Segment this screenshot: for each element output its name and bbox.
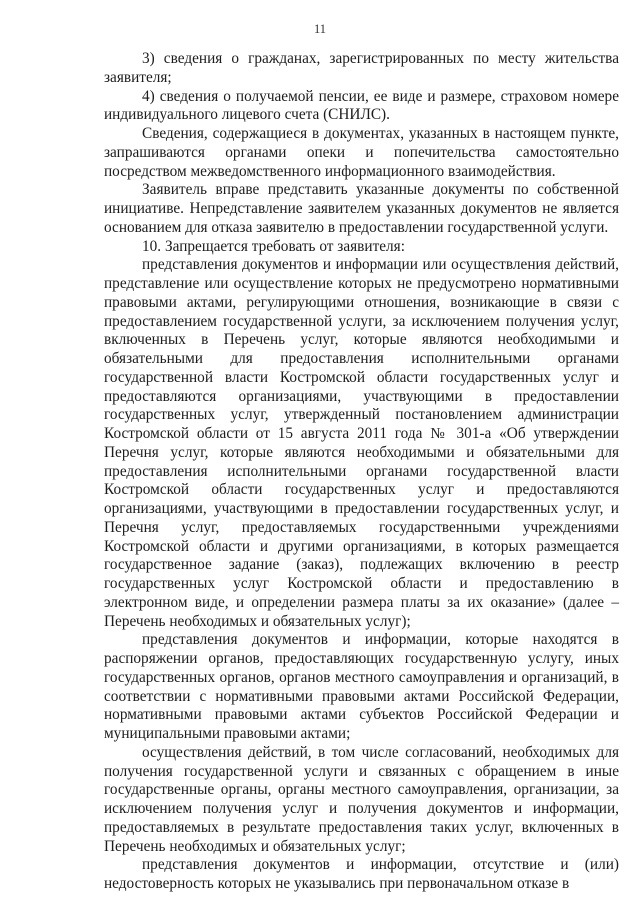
paragraph-prohibition-1: представления документов и информации или осуществления действий, представление или осуществление которых не предусмотрено нормативными правовыми актами, регулирующими отношения, возникающие в связи с предоставлением государственной услуги, за исключением получения услуг, включенных в Перечень услуг, которые являются необходимыми и обязательными для предоставления исполнительными органами государственной власти Костромской области государственных услуг и предоставляются организациями, участвующими в предоставлении государственных услуг, утвержденный постановлением администрации Костромской области от 15 августа 2011 года № 301-а «Об утверждении Перечня услуг, которые являются необходимыми и обязательными для предоставления исполнительными органами государственной власти Костромской области государственных услуг и предоставляются организациями, участвующими в предоставлении государственных услуг, и Перечня услуг, предоставляемых государственными учреждениями Костромской области и другими организациями, в которых размещается государственное задание (заказ), подлежащих включению в реестр государственных услуг Костромской области и предоставлению в электронном виде, и определении размера платы за их оказание» (далее – Перечень необходимых и обязательных услуг); — [104, 256, 619, 630]
paragraph-pension-info: 4) сведения о получаемой пенсии, ее виде и размере, страховом номере индивидуального лицевого счета (СНИЛС). — [104, 87, 619, 124]
paragraph-prohibition-4: представления документов и информации, отсутствие и (или) недостоверность которых не указывались при первоначальном отказе в — [104, 856, 619, 892]
document-body — [104, 50, 619, 894]
paragraph-interagency-request: Сведения, содержащиеся в документах, указанных в настоящем пункте, запрашиваются органами опеки и попечительства самостоятельно посредством межведомственного информационного взаимодействия. — [104, 125, 619, 180]
paragraph-citizens-info: 3) сведения о гражданах, зарегистрированных по месту жительства заявителя; — [104, 50, 619, 86]
paragraph-applicant-initiative: Заявитель вправе представить указанные документы по собственной инициативе. Непредставление заявителем указанных документов не является основанием для отказа заявителю в предоставлении государственной услуги. — [104, 181, 619, 236]
paragraph-prohibition-3: осуществления действий, в том числе согласований, необходимых для получения государственной услуги и связанных с обращением в иные государственные органы, органы местного самоуправления, организации, за исключением получения услуг и получения документов и информации, предоставляемых в результате предоставления таких услуг, включенных в Перечень необходимых и обязательных услуг; — [104, 743, 619, 855]
paragraph-prohibition-2: представления документов и информации, которые находятся в распоряжении органов, предоставляющих государственную услугу, иных государственных органов, органов местного самоуправления и организаций, в соответствии с нормативными правовыми актами Российской Федерации, нормативными правовыми актами субъектов Российской Федерации и муниципальными правовыми актами; — [104, 631, 619, 742]
page-number: 11 — [313, 22, 327, 36]
paragraph-section-10-heading: 10. Запрещается требовать от заявителя: — [142, 237, 405, 255]
